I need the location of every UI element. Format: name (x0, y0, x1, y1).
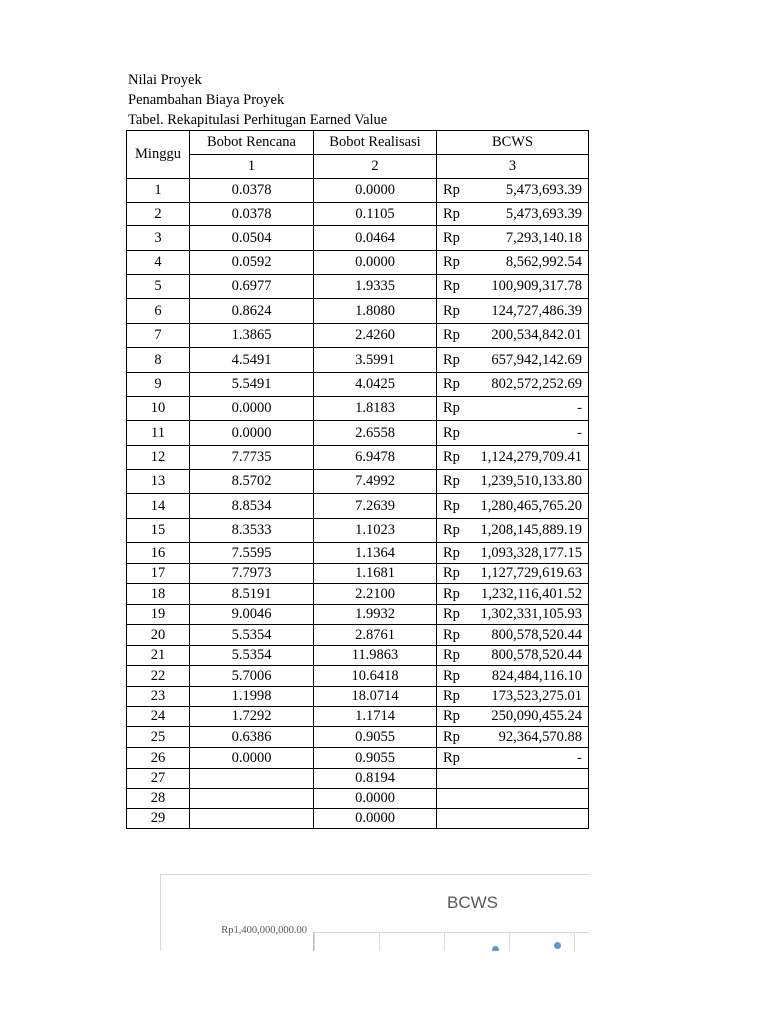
cell-bobot-rencana: 9.0046 (190, 605, 314, 625)
table-row (127, 348, 589, 373)
cell-minggu: 5 (127, 275, 190, 299)
cell-bobot-rencana (190, 789, 314, 809)
table-body (127, 179, 589, 829)
earned-value-recap-table (126, 130, 589, 829)
cell-bcws-amount: 100,909,317.78 (473, 275, 589, 299)
cell-bcws-amount: 200,534,842.01 (473, 324, 589, 348)
header-minggu: Minggu (127, 131, 190, 179)
cell-minggu: 15 (127, 519, 190, 543)
cell-bobot-rencana: 0.0000 (190, 748, 314, 769)
cell-currency: Rp (437, 373, 473, 397)
cell-bobot-rencana: 0.0378 (190, 179, 314, 203)
cell-bobot-realisasi: 2.4260 (314, 324, 437, 348)
cell-bobot-rencana: 5.5491 (190, 373, 314, 397)
table-row (127, 226, 589, 251)
chart-gridline (574, 933, 575, 951)
cell-minggu: 18 (127, 584, 190, 605)
cell-currency: Rp (437, 543, 473, 564)
cell-bobot-realisasi: 0.0000 (314, 251, 437, 275)
table-row (127, 564, 589, 584)
cell-currency: Rp (437, 519, 473, 543)
cell-currency: Rp (437, 605, 473, 625)
chart-gridline (379, 933, 380, 951)
chart-gridline (444, 933, 445, 951)
cell-bobot-realisasi: 1.1681 (314, 564, 437, 584)
cell-bcws-amount: 1,093,328,177.15 (473, 543, 589, 564)
cell-minggu: 10 (127, 397, 190, 421)
cell-bcws-amount: 92,364,570.88 (473, 727, 589, 748)
cell-currency: Rp (437, 226, 473, 251)
bcws-chart (160, 874, 589, 951)
cell-minggu: 3 (127, 226, 190, 251)
cell-bobot-rencana: 5.5354 (190, 625, 314, 646)
cell-currency: Rp (437, 707, 473, 727)
table-row (127, 421, 589, 446)
cell-bcws-amount (473, 769, 589, 789)
cell-minggu: 4 (127, 251, 190, 275)
table-row (127, 543, 589, 564)
cell-bobot-rencana: 5.7006 (190, 666, 314, 687)
cell-bobot-rencana: 8.3533 (190, 519, 314, 543)
cell-currency: Rp (437, 324, 473, 348)
cell-bobot-rencana: 5.5354 (190, 646, 314, 666)
cell-bobot-realisasi: 0.0000 (314, 179, 437, 203)
cell-currency: Rp (437, 470, 473, 494)
chart-gridline (314, 933, 315, 951)
cell-bcws-amount: 173,523,275.01 (473, 687, 589, 707)
cell-bobot-realisasi: 7.4992 (314, 470, 437, 494)
cell-currency (437, 769, 473, 789)
cell-currency: Rp (437, 397, 473, 421)
cell-bobot-realisasi: 1.1023 (314, 519, 437, 543)
cell-minggu: 27 (127, 769, 190, 789)
cell-bcws-amount: 1,280,465,765.20 (473, 494, 589, 519)
table-row (127, 605, 589, 625)
table-row (127, 707, 589, 727)
cell-bobot-rencana: 0.0504 (190, 226, 314, 251)
cell-minggu: 12 (127, 446, 190, 470)
cell-minggu: 7 (127, 324, 190, 348)
table-row (127, 446, 589, 470)
cell-bcws-amount: 824,484,116.10 (473, 666, 589, 687)
cell-bobot-realisasi: 0.0000 (314, 809, 437, 829)
cell-bobot-rencana: 1.3865 (190, 324, 314, 348)
cell-bobot-realisasi: 7.2639 (314, 494, 437, 519)
cell-currency (437, 809, 473, 829)
cell-minggu: 23 (127, 687, 190, 707)
cell-bobot-realisasi: 2.6558 (314, 421, 437, 446)
cell-bcws-amount: - (473, 421, 589, 446)
cell-currency: Rp (437, 275, 473, 299)
cell-bobot-realisasi: 10.6418 (314, 666, 437, 687)
table-row (127, 584, 589, 605)
table-caption: Tabel. Rekapitulasi Perhitugan Earned Value (128, 112, 388, 128)
cell-bcws-amount: 1,127,729,619.63 (473, 564, 589, 584)
cell-bobot-rencana: 8.8534 (190, 494, 314, 519)
y-axis-tick-label: Rp1,400,000,000.00 (221, 925, 307, 936)
table-row (127, 179, 589, 203)
table-row (127, 373, 589, 397)
cell-bcws-amount: - (473, 748, 589, 769)
cell-bobot-rencana: 1.1998 (190, 687, 314, 707)
table-row (127, 470, 589, 494)
cell-bobot-rencana: 8.5191 (190, 584, 314, 605)
cell-minggu: 11 (127, 421, 190, 446)
cell-currency: Rp (437, 727, 473, 748)
cell-bobot-realisasi: 0.8194 (314, 769, 437, 789)
cell-currency: Rp (437, 748, 473, 769)
header-bcws: BCWS (437, 131, 589, 155)
cell-bobot-realisasi: 1.1714 (314, 707, 437, 727)
header-bobot-realisasi: Bobot Realisasi (314, 131, 437, 155)
cell-bcws-amount (473, 809, 589, 829)
cell-bobot-realisasi: 1.8183 (314, 397, 437, 421)
cell-bobot-rencana: 0.6977 (190, 275, 314, 299)
table-row (127, 275, 589, 299)
cell-bobot-realisasi: 0.0464 (314, 226, 437, 251)
cell-bobot-rencana: 7.7735 (190, 446, 314, 470)
cell-minggu: 9 (127, 373, 190, 397)
cell-bobot-rencana: 0.8624 (190, 299, 314, 324)
chart-gridline (509, 933, 510, 951)
cell-bobot-rencana: 0.6386 (190, 727, 314, 748)
chart-title: BCWS (447, 893, 498, 912)
cell-minggu: 16 (127, 543, 190, 564)
cell-minggu: 14 (127, 494, 190, 519)
cell-minggu: 8 (127, 348, 190, 373)
cell-bobot-realisasi: 0.9055 (314, 727, 437, 748)
heading-block (128, 70, 387, 130)
table-row (127, 494, 589, 519)
cell-bobot-realisasi: 11.9863 (314, 646, 437, 666)
cell-bcws-amount: 1,232,116,401.52 (473, 584, 589, 605)
table-row (127, 203, 589, 226)
table-row (127, 789, 589, 809)
cell-bobot-rencana: 0.0000 (190, 421, 314, 446)
cell-bcws-amount: - (473, 397, 589, 421)
cell-bcws-amount: 657,942,142.69 (473, 348, 589, 373)
cell-minggu: 13 (127, 470, 190, 494)
cell-currency: Rp (437, 251, 473, 275)
cell-bobot-rencana: 0.0592 (190, 251, 314, 275)
cell-minggu: 17 (127, 564, 190, 584)
cell-currency: Rp (437, 421, 473, 446)
cell-bcws-amount: 1,124,279,709.41 (473, 446, 589, 470)
cell-bcws-amount: 8,562,992.54 (473, 251, 589, 275)
header-col-number-3: 3 (437, 155, 589, 179)
cell-currency: Rp (437, 666, 473, 687)
cell-currency (437, 789, 473, 809)
cell-bobot-rencana: 1.7292 (190, 707, 314, 727)
table-row (127, 625, 589, 646)
header-col-number-2: 2 (314, 155, 437, 179)
cell-bcws-amount: 1,239,510,133.80 (473, 470, 589, 494)
table-row (127, 519, 589, 543)
cell-bobot-realisasi: 2.2100 (314, 584, 437, 605)
cell-bobot-realisasi: 1.8080 (314, 299, 437, 324)
cell-currency: Rp (437, 584, 473, 605)
table-row (127, 809, 589, 829)
cell-bobot-realisasi: 18.0714 (314, 687, 437, 707)
cell-bobot-rencana: 8.5702 (190, 470, 314, 494)
cell-bobot-realisasi: 6.9478 (314, 446, 437, 470)
cell-currency: Rp (437, 646, 473, 666)
cell-minggu: 22 (127, 666, 190, 687)
table-row (127, 397, 589, 421)
cell-minggu: 6 (127, 299, 190, 324)
cell-bobot-realisasi: 2.8761 (314, 625, 437, 646)
cell-minggu: 21 (127, 646, 190, 666)
table-row (127, 769, 589, 789)
cell-bobot-realisasi: 4.0425 (314, 373, 437, 397)
cell-minggu: 2 (127, 203, 190, 226)
header-col-number-1: 1 (190, 155, 314, 179)
cell-minggu: 20 (127, 625, 190, 646)
cell-bcws-amount (473, 789, 589, 809)
cell-bcws-amount: 124,727,486.39 (473, 299, 589, 324)
bcws-data-point (554, 942, 561, 949)
cell-bobot-rencana (190, 769, 314, 789)
cell-bobot-rencana: 7.5595 (190, 543, 314, 564)
table-row (127, 251, 589, 275)
cell-bcws-amount: 1,208,145,889.19 (473, 519, 589, 543)
table-row (127, 646, 589, 666)
cell-bobot-realisasi: 0.9055 (314, 748, 437, 769)
cell-minggu: 24 (127, 707, 190, 727)
table-row (127, 666, 589, 687)
cell-minggu: 1 (127, 179, 190, 203)
cell-currency: Rp (437, 494, 473, 519)
plot-area (313, 932, 589, 951)
cell-bcws-amount: 800,578,520.44 (473, 625, 589, 646)
cell-currency: Rp (437, 446, 473, 470)
cell-bcws-amount: 1,302,331,105.93 (473, 605, 589, 625)
cell-bobot-rencana (190, 809, 314, 829)
cell-bobot-realisasi: 1.1364 (314, 543, 437, 564)
cell-bcws-amount: 250,090,455.24 (473, 707, 589, 727)
header-bobot-rencana: Bobot Rencana (190, 131, 314, 155)
cell-minggu: 26 (127, 748, 190, 769)
table-row (127, 687, 589, 707)
cell-bobot-realisasi: 0.0000 (314, 789, 437, 809)
cell-bobot-rencana: 7.7973 (190, 564, 314, 584)
cell-currency: Rp (437, 203, 473, 226)
table-row (127, 324, 589, 348)
cell-bobot-realisasi: 1.9932 (314, 605, 437, 625)
cell-minggu: 19 (127, 605, 190, 625)
cell-bcws-amount: 802,572,252.69 (473, 373, 589, 397)
cell-currency: Rp (437, 564, 473, 584)
bcws-data-point (492, 946, 499, 951)
cell-bobot-rencana: 0.0378 (190, 203, 314, 226)
cell-currency: Rp (437, 299, 473, 324)
cell-bobot-realisasi: 0.1105 (314, 203, 437, 226)
cell-minggu: 29 (127, 809, 190, 829)
cell-currency: Rp (437, 687, 473, 707)
cell-bcws-amount: 5,473,693.39 (473, 203, 589, 226)
cell-bcws-amount: 7,293,140.18 (473, 226, 589, 251)
cell-minggu: 28 (127, 789, 190, 809)
table-row (127, 299, 589, 324)
cell-bobot-realisasi: 3.5991 (314, 348, 437, 373)
cell-currency: Rp (437, 625, 473, 646)
cell-bcws-amount: 800,578,520.44 (473, 646, 589, 666)
table-row (127, 727, 589, 748)
cell-currency: Rp (437, 179, 473, 203)
cell-bobot-rencana: 4.5491 (190, 348, 314, 373)
cell-minggu: 25 (127, 727, 190, 748)
cell-bobot-realisasi: 1.9335 (314, 275, 437, 299)
cell-currency: Rp (437, 348, 473, 373)
project-value-label: Nilai Proyek (128, 72, 202, 88)
cell-bcws-amount: 5,473,693.39 (473, 179, 589, 203)
additional-cost-label: Penambahan Biaya Proyek (128, 92, 285, 108)
table-row (127, 748, 589, 769)
cell-bobot-rencana: 0.0000 (190, 397, 314, 421)
